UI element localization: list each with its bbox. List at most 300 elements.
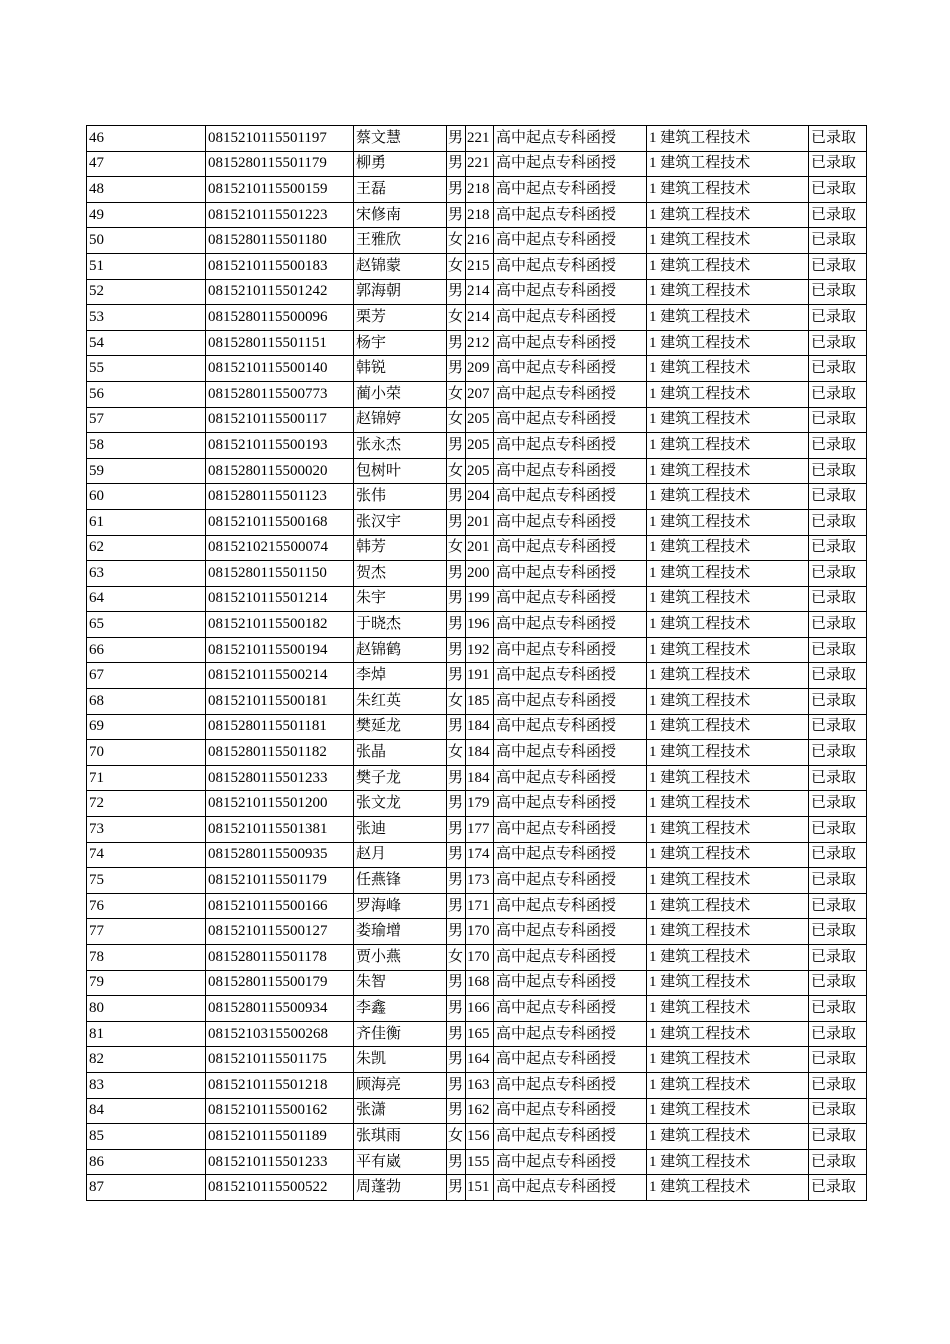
admission-status-cell: 已录取 — [809, 228, 867, 254]
gender-cell: 女 — [447, 535, 466, 561]
table-row — [87, 177, 867, 203]
row-number-cell: 55 — [87, 356, 206, 382]
admission-status-cell: 已录取 — [809, 535, 867, 561]
student-name-cell: 朱红英 — [354, 689, 447, 715]
score-cell: 221 — [466, 126, 494, 152]
table-row — [87, 305, 867, 331]
table-row — [87, 458, 867, 484]
row-number-cell: 53 — [87, 305, 206, 331]
admission-status-cell: 已录取 — [809, 996, 867, 1022]
candidate-id-cell: 0815210115501233 — [206, 1149, 354, 1175]
score-cell: 184 — [466, 765, 494, 791]
major-cell: 1 建筑工程技术 — [647, 126, 809, 152]
major-cell: 1 建筑工程技术 — [647, 842, 809, 868]
candidate-id-cell: 0815210315500268 — [206, 1021, 354, 1047]
student-name-cell: 宋修南 — [354, 202, 447, 228]
major-cell: 1 建筑工程技术 — [647, 458, 809, 484]
gender-cell: 男 — [447, 1072, 466, 1098]
table-row — [87, 842, 867, 868]
row-number-cell: 75 — [87, 868, 206, 894]
program-type-cell: 高中起点专科函授 — [494, 663, 647, 689]
table-row — [87, 1149, 867, 1175]
student-name-cell: 李焯 — [354, 663, 447, 689]
table-row — [87, 126, 867, 152]
program-type-cell: 高中起点专科函授 — [494, 561, 647, 587]
admission-status-cell: 已录取 — [809, 919, 867, 945]
admission-status-cell: 已录取 — [809, 1175, 867, 1201]
student-name-cell: 韩芳 — [354, 535, 447, 561]
score-cell: 212 — [466, 330, 494, 356]
gender-cell: 男 — [447, 714, 466, 740]
program-type-cell: 高中起点专科函授 — [494, 637, 647, 663]
candidate-id-cell: 0815280115501182 — [206, 740, 354, 766]
table-row — [87, 381, 867, 407]
row-number-cell: 82 — [87, 1047, 206, 1073]
major-cell: 1 建筑工程技术 — [647, 689, 809, 715]
score-cell: 215 — [466, 253, 494, 279]
program-type-cell: 高中起点专科函授 — [494, 714, 647, 740]
table-row — [87, 253, 867, 279]
row-number-cell: 72 — [87, 791, 206, 817]
program-type-cell: 高中起点专科函授 — [494, 202, 647, 228]
candidate-id-cell: 0815210215500074 — [206, 535, 354, 561]
gender-cell: 男 — [447, 1175, 466, 1201]
admission-status-cell: 已录取 — [809, 484, 867, 510]
row-number-cell: 52 — [87, 279, 206, 305]
program-type-cell: 高中起点专科函授 — [494, 817, 647, 843]
candidate-id-cell: 0815210115501197 — [206, 126, 354, 152]
score-cell: 165 — [466, 1021, 494, 1047]
table-row — [87, 714, 867, 740]
row-number-cell: 71 — [87, 765, 206, 791]
program-type-cell: 高中起点专科函授 — [494, 381, 647, 407]
admission-status-cell: 已录取 — [809, 407, 867, 433]
admission-status-cell: 已录取 — [809, 637, 867, 663]
gender-cell: 女 — [447, 458, 466, 484]
gender-cell: 男 — [447, 996, 466, 1022]
student-name-cell: 张汉宇 — [354, 509, 447, 535]
score-cell: 199 — [466, 586, 494, 612]
table-row — [87, 484, 867, 510]
student-name-cell: 于晓杰 — [354, 612, 447, 638]
major-cell: 1 建筑工程技术 — [647, 509, 809, 535]
program-type-cell: 高中起点专科函授 — [494, 177, 647, 203]
program-type-cell: 高中起点专科函授 — [494, 151, 647, 177]
major-cell: 1 建筑工程技术 — [647, 407, 809, 433]
program-type-cell: 高中起点专科函授 — [494, 356, 647, 382]
row-number-cell: 51 — [87, 253, 206, 279]
program-type-cell: 高中起点专科函授 — [494, 228, 647, 254]
candidate-id-cell: 0815280115500934 — [206, 996, 354, 1022]
score-cell: 171 — [466, 893, 494, 919]
admission-status-cell: 已录取 — [809, 126, 867, 152]
major-cell: 1 建筑工程技术 — [647, 714, 809, 740]
major-cell: 1 建筑工程技术 — [647, 433, 809, 459]
score-cell: 221 — [466, 151, 494, 177]
row-number-cell: 58 — [87, 433, 206, 459]
admission-status-cell: 已录取 — [809, 791, 867, 817]
table-row — [87, 919, 867, 945]
candidate-id-cell: 0815210115500162 — [206, 1098, 354, 1124]
major-cell: 1 建筑工程技术 — [647, 253, 809, 279]
gender-cell: 男 — [447, 663, 466, 689]
gender-cell: 男 — [447, 1047, 466, 1073]
major-cell: 1 建筑工程技术 — [647, 356, 809, 382]
candidate-id-cell: 0815210115501214 — [206, 586, 354, 612]
gender-cell: 男 — [447, 1098, 466, 1124]
candidate-id-cell: 0815280115500096 — [206, 305, 354, 331]
admission-status-cell: 已录取 — [809, 868, 867, 894]
gender-cell: 男 — [447, 1021, 466, 1047]
score-cell: 192 — [466, 637, 494, 663]
admission-status-cell: 已录取 — [809, 177, 867, 203]
score-cell: 201 — [466, 509, 494, 535]
table-row — [87, 586, 867, 612]
candidate-id-cell: 0815210115500117 — [206, 407, 354, 433]
admission-status-cell: 已录取 — [809, 1021, 867, 1047]
row-number-cell: 59 — [87, 458, 206, 484]
candidate-id-cell: 0815210115500214 — [206, 663, 354, 689]
student-name-cell: 樊子龙 — [354, 765, 447, 791]
program-type-cell: 高中起点专科函授 — [494, 1098, 647, 1124]
gender-cell: 女 — [447, 1124, 466, 1150]
row-number-cell: 56 — [87, 381, 206, 407]
admission-status-cell: 已录取 — [809, 765, 867, 791]
program-type-cell: 高中起点专科函授 — [494, 1175, 647, 1201]
student-name-cell: 赵月 — [354, 842, 447, 868]
program-type-cell: 高中起点专科函授 — [494, 433, 647, 459]
score-cell: 162 — [466, 1098, 494, 1124]
gender-cell: 男 — [447, 817, 466, 843]
score-cell: 177 — [466, 817, 494, 843]
candidate-id-cell: 0815280115500179 — [206, 970, 354, 996]
major-cell: 1 建筑工程技术 — [647, 1072, 809, 1098]
major-cell: 1 建筑工程技术 — [647, 151, 809, 177]
student-name-cell: 娄瑜增 — [354, 919, 447, 945]
admission-status-cell: 已录取 — [809, 945, 867, 971]
score-cell: 184 — [466, 714, 494, 740]
major-cell: 1 建筑工程技术 — [647, 919, 809, 945]
score-cell: 166 — [466, 996, 494, 1022]
candidate-id-cell: 0815280115501180 — [206, 228, 354, 254]
table-row — [87, 433, 867, 459]
program-type-cell: 高中起点专科函授 — [494, 919, 647, 945]
gender-cell: 女 — [447, 689, 466, 715]
row-number-cell: 50 — [87, 228, 206, 254]
admission-status-cell: 已录取 — [809, 663, 867, 689]
row-number-cell: 67 — [87, 663, 206, 689]
candidate-id-cell: 0815210115500181 — [206, 689, 354, 715]
student-name-cell: 张潇 — [354, 1098, 447, 1124]
program-type-cell: 高中起点专科函授 — [494, 1149, 647, 1175]
admission-status-cell: 已录取 — [809, 1149, 867, 1175]
major-cell: 1 建筑工程技术 — [647, 1149, 809, 1175]
score-cell: 185 — [466, 689, 494, 715]
major-cell: 1 建筑工程技术 — [647, 945, 809, 971]
candidate-id-cell: 0815280115501181 — [206, 714, 354, 740]
score-cell: 218 — [466, 202, 494, 228]
score-cell: 214 — [466, 305, 494, 331]
student-name-cell: 张永杰 — [354, 433, 447, 459]
table-row — [87, 817, 867, 843]
admission-status-cell: 已录取 — [809, 817, 867, 843]
major-cell: 1 建筑工程技术 — [647, 1047, 809, 1073]
table-row — [87, 791, 867, 817]
major-cell: 1 建筑工程技术 — [647, 1021, 809, 1047]
table-row — [87, 151, 867, 177]
student-name-cell: 平有崴 — [354, 1149, 447, 1175]
table-body — [87, 126, 867, 1201]
gender-cell: 男 — [447, 202, 466, 228]
gender-cell: 男 — [447, 765, 466, 791]
table-row — [87, 1124, 867, 1150]
major-cell: 1 建筑工程技术 — [647, 1175, 809, 1201]
major-cell: 1 建筑工程技术 — [647, 561, 809, 587]
major-cell: 1 建筑工程技术 — [647, 791, 809, 817]
score-cell: 201 — [466, 535, 494, 561]
table-row — [87, 1098, 867, 1124]
gender-cell: 男 — [447, 177, 466, 203]
admission-status-cell: 已录取 — [809, 561, 867, 587]
score-cell: 214 — [466, 279, 494, 305]
candidate-id-cell: 0815280115501233 — [206, 765, 354, 791]
score-cell: 191 — [466, 663, 494, 689]
table-row — [87, 202, 867, 228]
major-cell: 1 建筑工程技术 — [647, 177, 809, 203]
score-cell: 218 — [466, 177, 494, 203]
score-cell: 200 — [466, 561, 494, 587]
program-type-cell: 高中起点专科函授 — [494, 1047, 647, 1073]
student-name-cell: 郭海朝 — [354, 279, 447, 305]
major-cell: 1 建筑工程技术 — [647, 586, 809, 612]
major-cell: 1 建筑工程技术 — [647, 612, 809, 638]
admission-status-cell: 已录取 — [809, 202, 867, 228]
table-row — [87, 893, 867, 919]
major-cell: 1 建筑工程技术 — [647, 1124, 809, 1150]
candidate-id-cell: 0815210115501381 — [206, 817, 354, 843]
row-number-cell: 48 — [87, 177, 206, 203]
table-row — [87, 970, 867, 996]
table-row — [87, 509, 867, 535]
student-name-cell: 贺杰 — [354, 561, 447, 587]
admission-status-cell: 已录取 — [809, 1124, 867, 1150]
admission-status-cell: 已录取 — [809, 842, 867, 868]
program-type-cell: 高中起点专科函授 — [494, 1021, 647, 1047]
row-number-cell: 81 — [87, 1021, 206, 1047]
score-cell: 196 — [466, 612, 494, 638]
candidate-id-cell: 0815210115501223 — [206, 202, 354, 228]
student-name-cell: 任燕锋 — [354, 868, 447, 894]
table-row — [87, 612, 867, 638]
gender-cell: 女 — [447, 305, 466, 331]
row-number-cell: 60 — [87, 484, 206, 510]
score-cell: 155 — [466, 1149, 494, 1175]
row-number-cell: 64 — [87, 586, 206, 612]
gender-cell: 男 — [447, 279, 466, 305]
student-name-cell: 张琪雨 — [354, 1124, 447, 1150]
admission-status-cell: 已录取 — [809, 381, 867, 407]
candidate-id-cell: 0815210115500140 — [206, 356, 354, 382]
row-number-cell: 62 — [87, 535, 206, 561]
student-name-cell: 樊延龙 — [354, 714, 447, 740]
gender-cell: 女 — [447, 407, 466, 433]
gender-cell: 男 — [447, 356, 466, 382]
admission-status-cell: 已录取 — [809, 689, 867, 715]
row-number-cell: 47 — [87, 151, 206, 177]
admission-status-cell: 已录取 — [809, 1047, 867, 1073]
candidate-id-cell: 0815210115500194 — [206, 637, 354, 663]
row-number-cell: 49 — [87, 202, 206, 228]
student-name-cell: 齐佳衡 — [354, 1021, 447, 1047]
admission-status-cell: 已录取 — [809, 433, 867, 459]
admission-status-cell: 已录取 — [809, 279, 867, 305]
admission-status-cell: 已录取 — [809, 330, 867, 356]
candidate-id-cell: 0815280115501151 — [206, 330, 354, 356]
row-number-cell: 83 — [87, 1072, 206, 1098]
student-name-cell: 朱凯 — [354, 1047, 447, 1073]
major-cell: 1 建筑工程技术 — [647, 893, 809, 919]
student-name-cell: 周蓬勃 — [354, 1175, 447, 1201]
candidate-id-cell: 0815210115500127 — [206, 919, 354, 945]
score-cell: 156 — [466, 1124, 494, 1150]
row-number-cell: 63 — [87, 561, 206, 587]
candidate-id-cell: 0815210115500183 — [206, 253, 354, 279]
row-number-cell: 76 — [87, 893, 206, 919]
gender-cell: 男 — [447, 637, 466, 663]
gender-cell: 男 — [447, 1149, 466, 1175]
admission-status-cell: 已录取 — [809, 740, 867, 766]
score-cell: 205 — [466, 433, 494, 459]
row-number-cell: 85 — [87, 1124, 206, 1150]
table-row — [87, 868, 867, 894]
program-type-cell: 高中起点专科函授 — [494, 509, 647, 535]
gender-cell: 男 — [447, 612, 466, 638]
gender-cell: 女 — [447, 381, 466, 407]
row-number-cell: 73 — [87, 817, 206, 843]
major-cell: 1 建筑工程技术 — [647, 868, 809, 894]
score-cell: 205 — [466, 407, 494, 433]
program-type-cell: 高中起点专科函授 — [494, 305, 647, 331]
candidate-id-cell: 0815280115500773 — [206, 381, 354, 407]
candidate-id-cell: 0815210115501200 — [206, 791, 354, 817]
student-name-cell: 赵锦婷 — [354, 407, 447, 433]
score-cell: 168 — [466, 970, 494, 996]
candidate-id-cell: 0815280115501123 — [206, 484, 354, 510]
program-type-cell: 高中起点专科函授 — [494, 586, 647, 612]
major-cell: 1 建筑工程技术 — [647, 970, 809, 996]
row-number-cell: 68 — [87, 689, 206, 715]
score-cell: 216 — [466, 228, 494, 254]
table-row — [87, 228, 867, 254]
candidate-id-cell: 0815210115501218 — [206, 1072, 354, 1098]
program-type-cell: 高中起点专科函授 — [494, 765, 647, 791]
candidate-id-cell: 0815280115500935 — [206, 842, 354, 868]
major-cell: 1 建筑工程技术 — [647, 330, 809, 356]
major-cell: 1 建筑工程技术 — [647, 817, 809, 843]
gender-cell: 男 — [447, 842, 466, 868]
row-number-cell: 61 — [87, 509, 206, 535]
student-name-cell: 王磊 — [354, 177, 447, 203]
program-type-cell: 高中起点专科函授 — [494, 126, 647, 152]
program-type-cell: 高中起点专科函授 — [494, 996, 647, 1022]
major-cell: 1 建筑工程技术 — [647, 279, 809, 305]
row-number-cell: 77 — [87, 919, 206, 945]
gender-cell: 女 — [447, 228, 466, 254]
gender-cell: 男 — [447, 509, 466, 535]
program-type-cell: 高中起点专科函授 — [494, 868, 647, 894]
table-row — [87, 689, 867, 715]
row-number-cell: 84 — [87, 1098, 206, 1124]
gender-cell: 女 — [447, 945, 466, 971]
major-cell: 1 建筑工程技术 — [647, 305, 809, 331]
major-cell: 1 建筑工程技术 — [647, 535, 809, 561]
student-name-cell: 张文龙 — [354, 791, 447, 817]
row-number-cell: 80 — [87, 996, 206, 1022]
score-cell: 163 — [466, 1072, 494, 1098]
admission-status-cell: 已录取 — [809, 714, 867, 740]
gender-cell: 男 — [447, 919, 466, 945]
major-cell: 1 建筑工程技术 — [647, 765, 809, 791]
candidate-id-cell: 0815210115500182 — [206, 612, 354, 638]
student-name-cell: 蔺小荣 — [354, 381, 447, 407]
admission-status-cell: 已录取 — [809, 1098, 867, 1124]
row-number-cell: 87 — [87, 1175, 206, 1201]
candidate-id-cell: 0815280115500020 — [206, 458, 354, 484]
score-cell: 184 — [466, 740, 494, 766]
gender-cell: 男 — [447, 561, 466, 587]
student-name-cell: 包树叶 — [354, 458, 447, 484]
program-type-cell: 高中起点专科函授 — [494, 1072, 647, 1098]
admission-status-cell: 已录取 — [809, 509, 867, 535]
gender-cell: 男 — [447, 586, 466, 612]
row-number-cell: 74 — [87, 842, 206, 868]
student-name-cell: 贾小燕 — [354, 945, 447, 971]
score-cell: 164 — [466, 1047, 494, 1073]
student-name-cell: 王雅欣 — [354, 228, 447, 254]
major-cell: 1 建筑工程技术 — [647, 740, 809, 766]
student-name-cell: 栗芳 — [354, 305, 447, 331]
table-row — [87, 945, 867, 971]
table-row — [87, 1047, 867, 1073]
student-name-cell: 蔡文慧 — [354, 126, 447, 152]
row-number-cell: 70 — [87, 740, 206, 766]
admission-status-cell: 已录取 — [809, 970, 867, 996]
program-type-cell: 高中起点专科函授 — [494, 689, 647, 715]
score-cell: 205 — [466, 458, 494, 484]
candidate-id-cell: 0815280115501150 — [206, 561, 354, 587]
program-type-cell: 高中起点专科函授 — [494, 842, 647, 868]
student-name-cell: 赵锦鹤 — [354, 637, 447, 663]
program-type-cell: 高中起点专科函授 — [494, 279, 647, 305]
program-type-cell: 高中起点专科函授 — [494, 407, 647, 433]
student-name-cell: 赵锦蒙 — [354, 253, 447, 279]
table-row — [87, 765, 867, 791]
gender-cell: 男 — [447, 484, 466, 510]
table-row — [87, 407, 867, 433]
program-type-cell: 高中起点专科函授 — [494, 330, 647, 356]
program-type-cell: 高中起点专科函授 — [494, 893, 647, 919]
candidate-id-cell: 0815210115500522 — [206, 1175, 354, 1201]
row-number-cell: 86 — [87, 1149, 206, 1175]
admission-status-cell: 已录取 — [809, 586, 867, 612]
admission-status-cell: 已录取 — [809, 612, 867, 638]
candidate-id-cell: 0815210115501242 — [206, 279, 354, 305]
table-row — [87, 279, 867, 305]
admission-status-cell: 已录取 — [809, 893, 867, 919]
gender-cell: 男 — [447, 330, 466, 356]
major-cell: 1 建筑工程技术 — [647, 202, 809, 228]
score-cell: 170 — [466, 945, 494, 971]
